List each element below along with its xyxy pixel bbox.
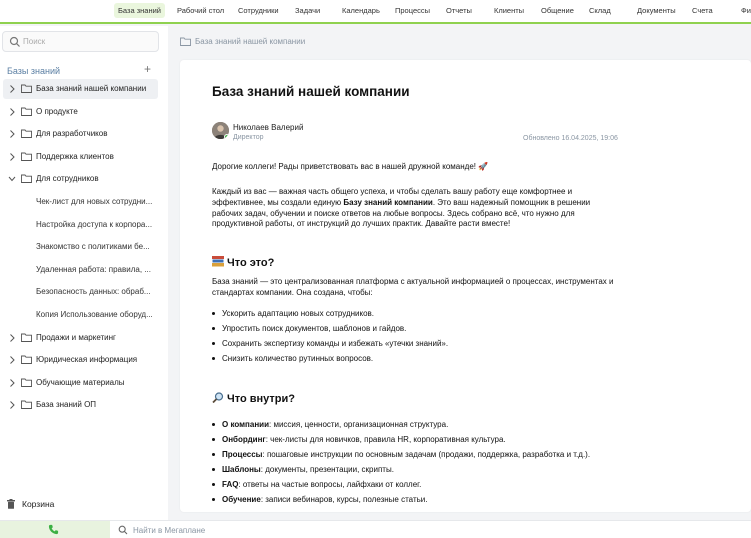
bottom-bar <box>0 520 751 538</box>
sidebar-item-label: Продажи и маркетинг <box>36 332 116 342</box>
sidebar-item-label: Безопасность данных: обраб... <box>36 287 151 297</box>
tab-calendar[interactable]: Календарь <box>342 6 380 15</box>
section-heading-text: Что это? <box>227 257 275 269</box>
folder-icon <box>180 37 191 46</box>
sidebar-subitem[interactable] <box>3 260 158 280</box>
chevron-right-icon[interactable] <box>8 84 16 94</box>
trash-label: Корзина <box>22 499 55 509</box>
tab-knowledge-base[interactable]: База знаний <box>114 3 165 18</box>
tab-reports[interactable]: Отчеты <box>446 6 472 15</box>
list-item-text <box>222 495 427 504</box>
sidebar-item-label: Удаленная работа: правила, ... <box>36 264 151 274</box>
list-item-rest: : записи вебинаров, курсы, полезные статьи. <box>260 495 428 504</box>
list-item-bold: FAQ <box>222 480 239 489</box>
sidebar-item-label: База знаний ОП <box>36 400 97 410</box>
chevron-right-icon[interactable] <box>8 152 16 162</box>
sidebar-search-input[interactable] <box>2 31 159 52</box>
folder-icon <box>21 400 32 409</box>
chevron-right-icon[interactable] <box>8 400 16 410</box>
chevron-right-icon[interactable] <box>8 378 16 388</box>
sidebar-subitem[interactable] <box>3 237 158 257</box>
intro-text-2: . Это ваш надежный помощник в решении рабочих задач, обучении и поиске ответов на любые вопросы. Здесь собрано всё, что нужно для продуктивной работы, от инструкций до лучших практик. Давайте расти вместе! <box>212 197 591 229</box>
intro-text-1: Каждый из вас — важная часть общего успеха, и чтобы сделать вашу работу еще комфортнее и эффективнее, мы создали единую <box>212 187 573 207</box>
sidebar-item[interactable] <box>3 79 158 99</box>
section-1-paragraph: База знаний — это централизованная платформа с актуальной информацией о процессах, инструментах и стандартах компании. Она создана, чтобы: <box>212 277 614 297</box>
books-icon <box>212 256 224 267</box>
section-heading-whats-inside <box>212 392 295 405</box>
search-placeholder: Поиск <box>23 37 46 46</box>
list-item-text: Ускорить адаптацию новых сотрудников. <box>222 309 375 318</box>
list-item-bold: Процессы <box>222 450 263 459</box>
folder-icon <box>21 84 32 93</box>
tab-tasks[interactable]: Задачи <box>295 6 321 15</box>
sidebar-item[interactable] <box>3 124 158 144</box>
sidebar-item[interactable] <box>3 147 158 167</box>
bullet <box>212 342 215 345</box>
list-item-text: Упростить поиск документов, шаблонов и гайдов. <box>222 324 407 333</box>
top-navigation <box>0 0 751 24</box>
bullet <box>212 498 215 501</box>
bullet <box>212 453 215 456</box>
tab-documents[interactable]: Документы <box>637 6 676 15</box>
sidebar <box>0 26 168 520</box>
list-item-rest: : ответы на частые вопросы, лайфхаки от коллег. <box>238 480 422 489</box>
sidebar-item-label: Знакомство с политиками бе... <box>36 242 150 252</box>
global-search-input[interactable]: Найти в Мегаплане <box>133 526 206 535</box>
sidebar-subitem[interactable] <box>3 305 158 325</box>
section-heading-text: Что внутри? <box>227 393 295 405</box>
list-item-text: Сохранить экспертизу команды и избежать «утечки знаний». <box>222 339 449 348</box>
sidebar-subitem[interactable] <box>3 215 158 235</box>
author-role: Директор <box>233 134 264 141</box>
folder-icon <box>21 152 32 161</box>
magnifier-icon <box>212 392 224 403</box>
sidebar-item[interactable] <box>3 328 158 348</box>
bullet <box>212 438 215 441</box>
chevron-right-icon[interactable] <box>8 129 16 139</box>
tab-desktop[interactable]: Рабочий стол <box>177 6 225 15</box>
list-item-text <box>222 480 421 489</box>
bullet <box>212 468 215 471</box>
phone-button[interactable] <box>0 521 110 538</box>
trash-icon <box>7 499 15 509</box>
intro-bold-text: Базу знаний компании <box>343 197 433 207</box>
tab-clients[interactable]: Клиенты <box>494 6 525 15</box>
tab-employees[interactable]: Сотрудники <box>238 6 279 15</box>
sidebar-item[interactable] <box>3 373 158 393</box>
search-icon <box>9 36 21 48</box>
list-item-rest: : пошаговые инструкции по основным задачам (продажи, поддержка, разработка и т.д.). <box>262 450 591 459</box>
list-item-bold: Шаблоны <box>222 465 261 474</box>
sidebar-item[interactable] <box>3 169 158 189</box>
plus-icon[interactable]: + <box>144 62 152 76</box>
folder-icon <box>21 333 32 342</box>
sidebar-item[interactable] <box>3 350 158 370</box>
online-status-indicator <box>224 134 229 139</box>
list-item-rest: : документы, презентации, скрипты. <box>260 465 394 474</box>
folder-icon <box>21 107 32 116</box>
tab-warehouse[interactable]: Склад <box>589 6 611 15</box>
chevron-right-icon[interactable] <box>8 355 16 365</box>
list-item-bold: Онбординг <box>222 435 266 444</box>
sidebar-item-label: Юридическая информация <box>36 355 138 365</box>
tab-processes[interactable]: Процессы <box>395 6 431 15</box>
tab-invoices[interactable]: Счета <box>692 6 713 15</box>
sidebar-subitem[interactable] <box>3 192 158 212</box>
sidebar-item-label: Для сотрудников <box>36 174 99 184</box>
search-icon[interactable] <box>118 525 128 535</box>
chevron-down-icon[interactable] <box>8 174 16 184</box>
sidebar-item[interactable] <box>3 102 158 122</box>
sidebar-subitem[interactable] <box>3 282 158 302</box>
knowledge-bases-title: Базы знаний <box>7 66 61 76</box>
chevron-right-icon[interactable] <box>8 333 16 343</box>
list-item-rest: : миссия, ценности, организационная структура. <box>269 420 449 429</box>
section-heading-what-is <box>212 256 274 269</box>
list-item-bold: О компании <box>222 420 269 429</box>
author-name[interactable]: Николаев Валерий <box>233 123 304 132</box>
folder-icon <box>21 378 32 387</box>
sidebar-item[interactable] <box>3 395 158 415</box>
list-item-text <box>222 435 506 444</box>
tab-communication[interactable]: Общение <box>541 6 574 15</box>
sidebar-item-label: Обучающие материалы <box>36 377 125 387</box>
list-item-text <box>222 420 448 429</box>
list-item-bold: Обучение <box>222 495 261 504</box>
bullet <box>212 357 215 360</box>
folder-icon <box>21 174 32 183</box>
tab-finance[interactable]: Фи <box>741 6 751 15</box>
list-item-text <box>222 450 590 459</box>
list-item-rest: : чек-листы для новичков, правила HR, корпоративная культура. <box>265 435 506 444</box>
sidebar-item-label: Поддержка клиентов <box>36 151 114 161</box>
sidebar-item-label: Настройка доступа к корпора... <box>36 219 153 229</box>
bullet <box>212 312 215 315</box>
breadcrumb-label: База знаний нашей компании <box>195 37 306 46</box>
phone-icon <box>48 524 59 535</box>
page-title: База знаний нашей компании <box>212 84 410 99</box>
chevron-right-icon[interactable] <box>8 107 16 117</box>
list-item-text <box>222 465 394 474</box>
bullet <box>212 483 215 486</box>
sidebar-item-label: Для разработчиков <box>36 129 108 139</box>
avatar[interactable] <box>212 122 229 139</box>
document-card <box>180 60 751 512</box>
list-item-text: Снизить количество рутинных вопросов. <box>222 354 374 363</box>
bullet <box>212 327 215 330</box>
sidebar-item-label: База знаний нашей компании <box>36 84 147 93</box>
sidebar-item-label: О продукте <box>36 106 78 116</box>
folder-icon <box>21 355 32 364</box>
intro-paragraph <box>212 187 622 230</box>
greeting-paragraph: Дорогие коллеги! Рады приветствовать вас в нашей дружной команде! 🚀 <box>212 162 489 171</box>
sidebar-item-label: Чек-лист для новых сотрудни... <box>36 197 153 206</box>
updated-timestamp: Обновлено 16.04.2025, 19:06 <box>523 135 618 142</box>
bullet <box>212 423 215 426</box>
folder-icon <box>21 129 32 138</box>
sidebar-item-label: Копия Использование оборуд... <box>36 310 153 319</box>
